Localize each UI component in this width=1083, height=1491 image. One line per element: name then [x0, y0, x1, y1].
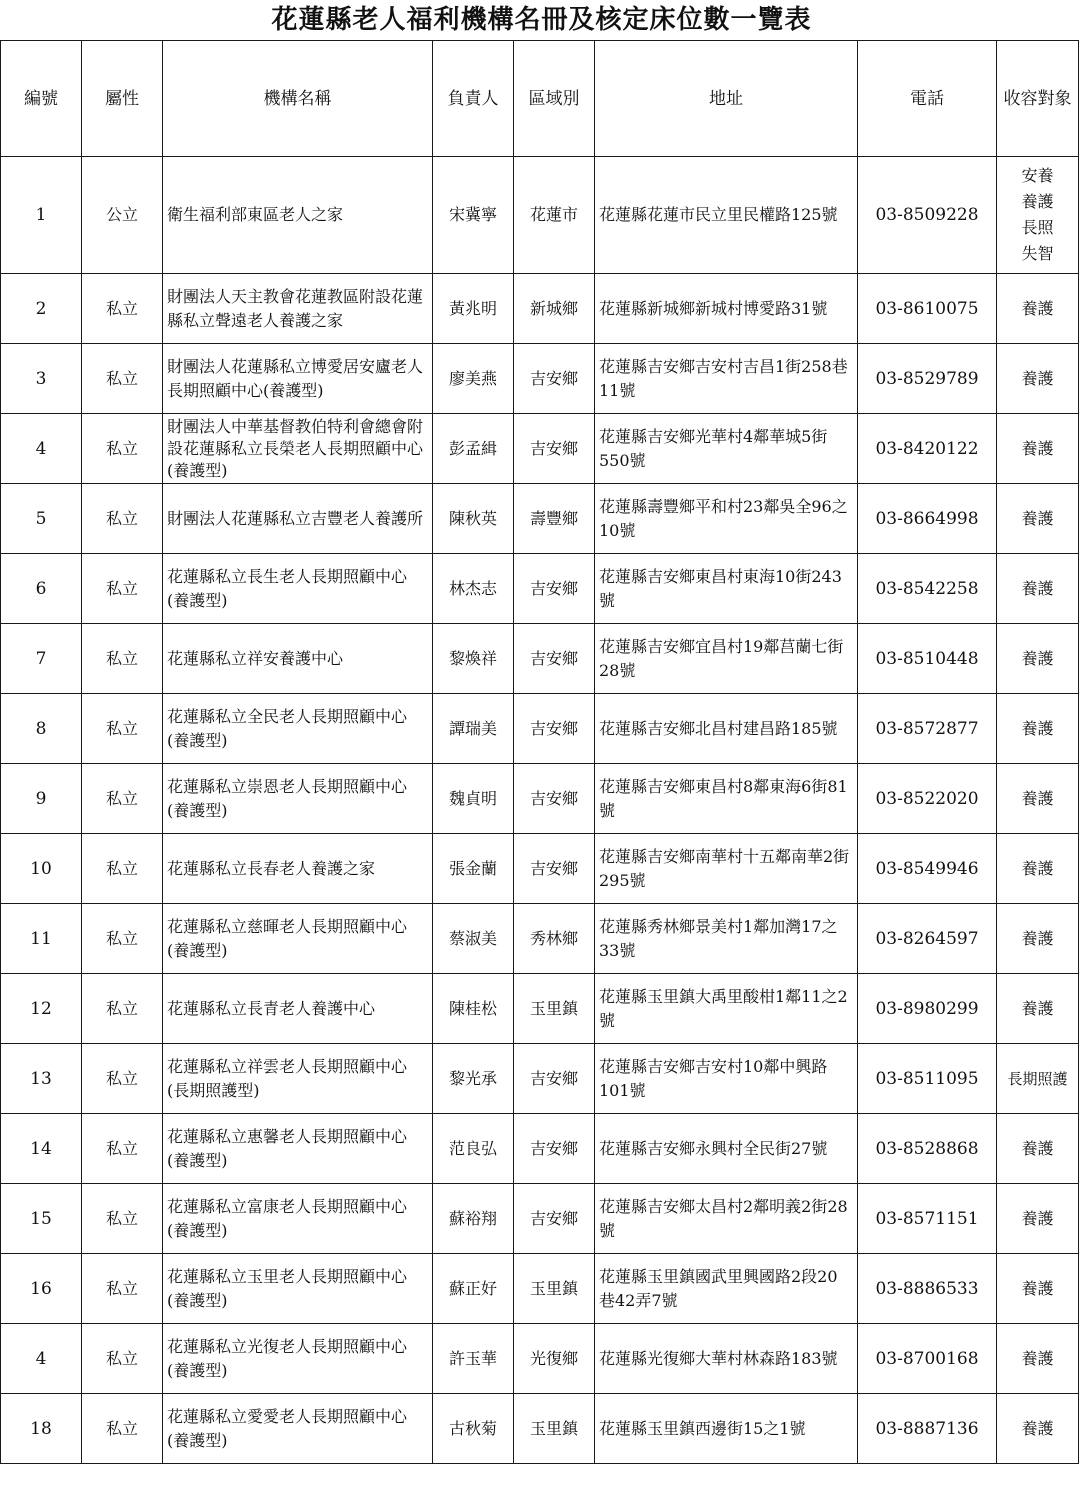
cell-manager: 陳秋英 — [433, 484, 514, 554]
cell-phone: 03-8980299 — [858, 974, 997, 1044]
cell-manager: 黃兆明 — [433, 274, 514, 344]
cell-no: 7 — [1, 624, 82, 694]
cell-phone: 03-8700168 — [858, 1324, 997, 1394]
table-row — [1, 1324, 1079, 1394]
table-row — [1, 764, 1079, 834]
cell-address: 花蓮縣吉安鄉吉安村10鄰中興路101號 — [595, 1044, 858, 1114]
cell-name: 花蓮縣私立長青老人養護中心 — [163, 974, 433, 1044]
cell-district: 新城鄉 — [514, 274, 595, 344]
cell-no: 4 — [1, 1324, 82, 1394]
table-row — [1, 1184, 1079, 1254]
cell-district: 吉安鄉 — [514, 344, 595, 414]
cell-no: 13 — [1, 1044, 82, 1114]
header-service: 收容對象 — [997, 41, 1079, 157]
cell-name: 花蓮縣私立崇恩老人長期照顧中心(養護型) — [163, 764, 433, 834]
page-title: 花蓮縣老人福利機構名冊及核定床位數一覽表 — [271, 5, 812, 35]
cell-type: 私立 — [82, 974, 163, 1044]
cell-no: 1 — [1, 157, 82, 274]
cell-service — [997, 157, 1079, 274]
cell-service: 養護 — [997, 1184, 1079, 1254]
cell-district: 吉安鄉 — [514, 834, 595, 904]
cell-manager: 許玉華 — [433, 1324, 514, 1394]
cell-manager: 蘇裕翔 — [433, 1184, 514, 1254]
cell-type: 私立 — [82, 1324, 163, 1394]
cell-no: 10 — [1, 834, 82, 904]
cell-type: 私立 — [82, 694, 163, 764]
cell-type: 私立 — [82, 414, 163, 484]
cell-manager: 宋冀寧 — [433, 157, 514, 274]
cell-service: 養護 — [997, 624, 1079, 694]
cell-address: 花蓮縣玉里鎮西邊街15之1號 — [595, 1394, 858, 1464]
cell-manager: 范良弘 — [433, 1114, 514, 1184]
table-row — [1, 834, 1079, 904]
cell-address: 花蓮縣吉安鄉宜昌村19鄰莒蘭七街28號 — [595, 624, 858, 694]
cell-type: 私立 — [82, 764, 163, 834]
header-no: 編號 — [1, 41, 82, 157]
cell-manager: 廖美燕 — [433, 344, 514, 414]
cell-name: 財團法人中華基督教伯特利會總會附設花蓮縣私立長榮老人長期照顧中心(養護型) — [163, 414, 433, 484]
cell-phone: 03-8571151 — [858, 1184, 997, 1254]
cell-service: 養護 — [997, 1114, 1079, 1184]
table-row — [1, 157, 1079, 274]
cell-service: 養護 — [997, 764, 1079, 834]
cell-district: 壽豐鄉 — [514, 484, 595, 554]
cell-phone: 03-8886533 — [858, 1254, 997, 1324]
cell-address: 花蓮縣吉安鄉光華村4鄰華城5街550號 — [595, 414, 858, 484]
cell-address: 花蓮縣吉安鄉東昌村8鄰東海6街81號 — [595, 764, 858, 834]
cell-phone: 03-8549946 — [858, 834, 997, 904]
cell-name: 財團法人花蓮縣私立博愛居安廬老人長期照顧中心(養護型) — [163, 344, 433, 414]
cell-type: 私立 — [82, 484, 163, 554]
cell-district: 吉安鄉 — [514, 1114, 595, 1184]
cell-service: 養護 — [997, 694, 1079, 764]
cell-no: 18 — [1, 1394, 82, 1464]
cell-no: 5 — [1, 484, 82, 554]
cell-address: 花蓮縣新城鄉新城村博愛路31號 — [595, 274, 858, 344]
service-item: 養護 — [1021, 192, 1054, 211]
cell-name: 花蓮縣私立全民老人長期照顧中心(養護型) — [163, 694, 433, 764]
cell-name: 花蓮縣私立愛愛老人長期照顧中心(養護型) — [163, 1394, 433, 1464]
cell-service: 養護 — [997, 274, 1079, 344]
service-item: 安養 — [1021, 166, 1054, 185]
cell-district: 玉里鎮 — [514, 974, 595, 1044]
cell-no: 8 — [1, 694, 82, 764]
cell-manager: 古秋菊 — [433, 1394, 514, 1464]
cell-type: 私立 — [82, 624, 163, 694]
cell-phone: 03-8264597 — [858, 904, 997, 974]
cell-district: 吉安鄉 — [514, 624, 595, 694]
cell-no: 16 — [1, 1254, 82, 1324]
cell-type: 私立 — [82, 904, 163, 974]
cell-phone: 03-8529789 — [858, 344, 997, 414]
header-phone: 電話 — [858, 41, 997, 157]
cell-service: 養護 — [997, 834, 1079, 904]
cell-name: 花蓮縣私立長生老人長期照顧中心(養護型) — [163, 554, 433, 624]
table-header-row — [1, 41, 1079, 157]
table-row — [1, 274, 1079, 344]
cell-address: 花蓮縣吉安鄉南華村十五鄰南華2街295號 — [595, 834, 858, 904]
cell-phone: 03-8664998 — [858, 484, 997, 554]
cell-name: 財團法人天主教會花蓮教區附設花蓮縣私立聲遠老人養護之家 — [163, 274, 433, 344]
cell-manager: 陳桂松 — [433, 974, 514, 1044]
cell-name: 花蓮縣私立富康老人長期照顧中心(養護型) — [163, 1184, 433, 1254]
cell-no: 2 — [1, 274, 82, 344]
cell-name: 花蓮縣私立慈暉老人長期照顧中心(養護型) — [163, 904, 433, 974]
cell-service: 養護 — [997, 554, 1079, 624]
cell-no: 14 — [1, 1114, 82, 1184]
cell-type: 公立 — [82, 157, 163, 274]
table-row — [1, 1254, 1079, 1324]
cell-manager: 蔡淑美 — [433, 904, 514, 974]
cell-district: 吉安鄉 — [514, 554, 595, 624]
cell-no: 4 — [1, 414, 82, 484]
table-row — [1, 484, 1079, 554]
cell-manager: 黎光承 — [433, 1044, 514, 1114]
cell-service: 長期照護 — [997, 1044, 1079, 1114]
table-row — [1, 1114, 1079, 1184]
cell-phone: 03-8510448 — [858, 624, 997, 694]
cell-phone: 03-8572877 — [858, 694, 997, 764]
cell-name: 花蓮縣私立祥安養護中心 — [163, 624, 433, 694]
cell-address: 花蓮縣玉里鎮大禹里酸柑1鄰11之2號 — [595, 974, 858, 1044]
cell-service: 養護 — [997, 1324, 1079, 1394]
cell-no: 11 — [1, 904, 82, 974]
cell-district: 玉里鎮 — [514, 1394, 595, 1464]
cell-phone: 03-8528868 — [858, 1114, 997, 1184]
cell-district: 吉安鄉 — [514, 1184, 595, 1254]
cell-no: 15 — [1, 1184, 82, 1254]
cell-type: 私立 — [82, 1114, 163, 1184]
cell-manager: 蘇正好 — [433, 1254, 514, 1324]
cell-service: 養護 — [997, 344, 1079, 414]
cell-address: 花蓮縣壽豐鄉平和村23鄰吳全96之10號 — [595, 484, 858, 554]
cell-district: 玉里鎮 — [514, 1254, 595, 1324]
cell-name: 花蓮縣私立祥雲老人長期照顧中心(長期照護型) — [163, 1044, 433, 1114]
cell-address: 花蓮縣玉里鎮國武里興國路2段20巷42弄7號 — [595, 1254, 858, 1324]
table-row — [1, 344, 1079, 414]
cell-address: 花蓮縣花蓮市民立里民權路125號 — [595, 157, 858, 274]
cell-no: 6 — [1, 554, 82, 624]
cell-manager: 魏貞明 — [433, 764, 514, 834]
cell-address: 花蓮縣吉安鄉東昌村東海10街243號 — [595, 554, 858, 624]
cell-service: 養護 — [997, 904, 1079, 974]
institution-table — [0, 40, 1079, 1464]
cell-phone: 03-8542258 — [858, 554, 997, 624]
cell-district: 光復鄉 — [514, 1324, 595, 1394]
cell-address: 花蓮縣吉安鄉永興村全民街27號 — [595, 1114, 858, 1184]
cell-address: 花蓮縣吉安鄉太昌村2鄰明義2街28號 — [595, 1184, 858, 1254]
header-manager: 負責人 — [433, 41, 514, 157]
cell-name: 衛生福利部東區老人之家 — [163, 157, 433, 274]
cell-phone: 03-8511095 — [858, 1044, 997, 1114]
cell-district: 花蓮市 — [514, 157, 595, 274]
cell-phone: 03-8887136 — [858, 1394, 997, 1464]
cell-district: 吉安鄉 — [514, 1044, 595, 1114]
cell-phone: 03-8420122 — [858, 414, 997, 484]
header-name: 機構名稱 — [163, 41, 433, 157]
cell-manager: 黎煥祥 — [433, 624, 514, 694]
cell-phone: 03-8610075 — [858, 274, 997, 344]
cell-name: 花蓮縣私立惠馨老人長期照顧中心(養護型) — [163, 1114, 433, 1184]
cell-phone: 03-8522020 — [858, 764, 997, 834]
cell-manager: 張金蘭 — [433, 834, 514, 904]
cell-service: 養護 — [997, 974, 1079, 1044]
cell-type: 私立 — [82, 1044, 163, 1114]
cell-no: 12 — [1, 974, 82, 1044]
cell-district: 秀林鄉 — [514, 904, 595, 974]
cell-name: 財團法人花蓮縣私立吉豐老人養護所 — [163, 484, 433, 554]
cell-no: 3 — [1, 344, 82, 414]
cell-type: 私立 — [82, 1254, 163, 1324]
cell-name: 花蓮縣私立長春老人養護之家 — [163, 834, 433, 904]
table-row — [1, 1044, 1079, 1114]
cell-address: 花蓮縣吉安鄉北昌村建昌路185號 — [595, 694, 858, 764]
cell-type: 私立 — [82, 554, 163, 624]
cell-service: 養護 — [997, 414, 1079, 484]
table-row — [1, 974, 1079, 1044]
cell-type: 私立 — [82, 274, 163, 344]
cell-service: 養護 — [997, 1394, 1079, 1464]
table-row — [1, 1394, 1079, 1464]
table-row — [1, 414, 1079, 484]
cell-district: 吉安鄉 — [514, 764, 595, 834]
cell-phone: 03-8509228 — [858, 157, 997, 274]
cell-name: 花蓮縣私立玉里老人長期照顧中心(養護型) — [163, 1254, 433, 1324]
cell-manager: 林杰志 — [433, 554, 514, 624]
service-item: 失智 — [1021, 244, 1054, 263]
cell-address: 花蓮縣光復鄉大華村林森路183號 — [595, 1324, 858, 1394]
cell-manager: 彭孟緝 — [433, 414, 514, 484]
cell-name: 花蓮縣私立光復老人長期照顧中心(養護型) — [163, 1324, 433, 1394]
table-row — [1, 694, 1079, 764]
table-row — [1, 624, 1079, 694]
cell-manager: 譚瑞美 — [433, 694, 514, 764]
cell-address: 花蓮縣吉安鄉吉安村吉昌1街258巷11號 — [595, 344, 858, 414]
cell-service: 養護 — [997, 484, 1079, 554]
cell-no: 9 — [1, 764, 82, 834]
cell-type: 私立 — [82, 1394, 163, 1464]
header-address: 地址 — [595, 41, 858, 157]
cell-type: 私立 — [82, 1184, 163, 1254]
cell-address: 花蓮縣秀林鄉景美村1鄰加灣17之33號 — [595, 904, 858, 974]
cell-type: 私立 — [82, 344, 163, 414]
header-district: 區域別 — [514, 41, 595, 157]
table-row — [1, 904, 1079, 974]
header-type: 屬性 — [82, 41, 163, 157]
service-item: 長照 — [1021, 218, 1054, 237]
table-row — [1, 554, 1079, 624]
cell-district: 吉安鄉 — [514, 694, 595, 764]
cell-type: 私立 — [82, 834, 163, 904]
cell-service: 養護 — [997, 1254, 1079, 1324]
cell-district: 吉安鄉 — [514, 414, 595, 484]
